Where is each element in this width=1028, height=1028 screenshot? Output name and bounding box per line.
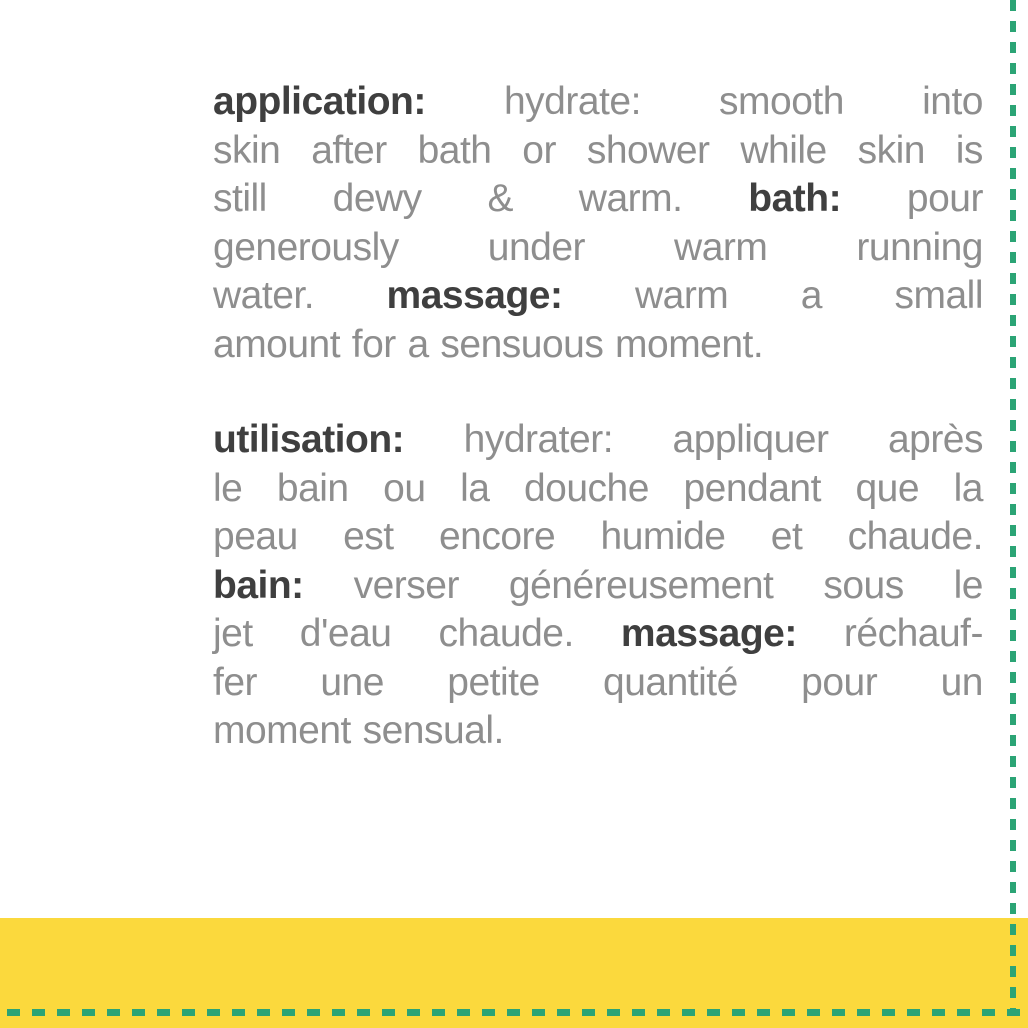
text-line: [213, 562, 983, 611]
keyword-text: massage:: [386, 274, 563, 317]
body-text: or: [522, 128, 556, 172]
body-text: after: [311, 128, 387, 172]
body-text: petite: [447, 660, 540, 704]
body-text: un: [940, 660, 983, 704]
body-text: peau: [213, 515, 298, 558]
body-text: warm.: [578, 177, 683, 220]
text-line: [213, 321, 983, 370]
body-text: est: [343, 515, 394, 558]
text-line: [213, 465, 983, 514]
body-text: running: [856, 225, 983, 269]
body-text: hydrater:: [463, 418, 614, 461]
body-text: réchauf-: [843, 612, 983, 655]
body-text: skin: [857, 128, 925, 172]
body-text: still: [213, 177, 267, 220]
body-text: d'eau: [299, 612, 392, 655]
body-text: smooth: [719, 80, 844, 123]
keyword-text: bath:: [748, 177, 842, 220]
body-text: pendant: [683, 466, 821, 510]
text-line: [213, 513, 983, 562]
dashed-border-bottom: [0, 1009, 1028, 1016]
body-text: généreusement: [508, 563, 774, 607]
utilisation-paragraph-fr: [213, 416, 983, 756]
body-text: a: [407, 322, 429, 366]
body-text: skin: [213, 128, 281, 172]
body-text: warm: [674, 225, 768, 269]
keyword-text: massage:: [620, 612, 797, 655]
text-line: [213, 224, 983, 273]
text-line: [213, 78, 983, 127]
body-text: jet: [213, 612, 253, 655]
body-text: pour: [906, 177, 983, 220]
text-line: [213, 416, 983, 465]
keyword-text: bain:: [213, 563, 304, 607]
body-text: warm: [634, 274, 729, 317]
body-text: bain: [276, 466, 349, 510]
text-line: [213, 272, 983, 321]
text-line: [213, 707, 983, 756]
body-text: shower: [586, 128, 710, 172]
body-text: moment.: [615, 322, 764, 366]
body-text: douche: [523, 466, 649, 510]
body-text: après: [887, 418, 983, 461]
text-line: [213, 610, 983, 659]
instructions-text-block: [213, 78, 983, 756]
body-text: sensual.: [362, 709, 504, 752]
body-text: quantité: [603, 660, 738, 704]
body-text: chaude.: [438, 612, 574, 655]
body-text: chaude.: [847, 515, 983, 558]
body-text: &: [487, 177, 513, 220]
body-text: hydrate:: [503, 80, 641, 123]
body-text: a: [800, 274, 822, 317]
body-text: dewy: [332, 177, 422, 220]
text-line: [213, 127, 983, 176]
body-text: humide: [600, 515, 726, 558]
body-text: amount: [213, 322, 341, 366]
text-line: [213, 659, 983, 708]
body-text: encore: [438, 515, 556, 558]
body-text: into: [922, 80, 983, 123]
body-text: une: [320, 660, 384, 704]
body-text: for: [351, 322, 396, 366]
body-text: under: [487, 225, 586, 269]
keyword-text: application:: [213, 80, 426, 123]
body-text: bath: [417, 128, 492, 172]
body-text: while: [740, 128, 827, 172]
body-text: le: [953, 563, 983, 607]
text-line: [213, 175, 983, 224]
body-text: generously: [213, 225, 399, 269]
body-text: is: [955, 128, 983, 172]
keyword-text: utilisation:: [213, 418, 405, 461]
body-text: moment: [213, 709, 351, 752]
body-text: la: [460, 466, 490, 510]
application-paragraph-en: [213, 78, 983, 369]
body-text: water.: [213, 274, 315, 317]
body-text: la: [953, 466, 983, 510]
body-text: fer: [213, 660, 258, 704]
body-text: sensuous: [440, 322, 604, 366]
body-text: et: [770, 515, 803, 558]
body-text: appliquer: [672, 418, 829, 461]
dashed-border-right: [1010, 0, 1016, 1012]
body-text: pour: [801, 660, 878, 704]
body-text: small: [894, 274, 983, 317]
body-text: sous: [823, 563, 904, 607]
body-text: verser: [353, 563, 459, 607]
body-text: ou: [383, 466, 426, 510]
body-text: que: [855, 466, 920, 510]
body-text: le: [213, 466, 243, 510]
